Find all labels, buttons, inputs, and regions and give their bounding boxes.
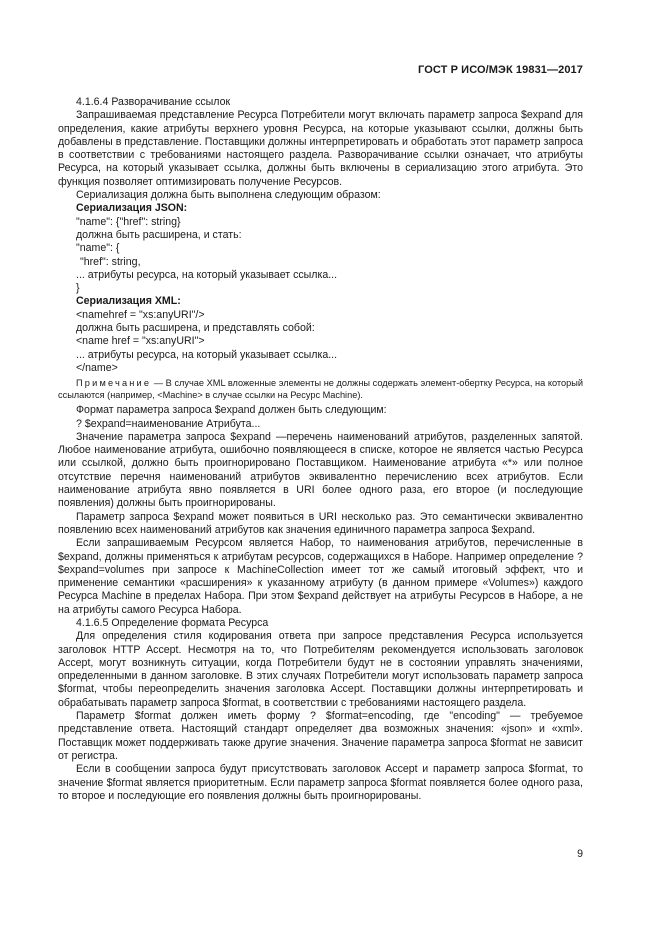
page-number: 9 xyxy=(577,848,583,860)
paragraph: Параметр запроса $expand может появиться в URI несколько раз. Это семантически эквивалентно появлению всех наименований атрибутов как значения единичного параметра запроса $expand. xyxy=(58,510,583,536)
paragraph: Если запрашиваемым Ресурсом является Набор, то наименования атрибутов, перечисленные в $expand, должны применяться к атрибутам ресурсов, содержащихся в Наборе. Например определение ? $expand=volumes при запросе к MachineCollection имеет тот же самый итоговый эффект, что и применение семантики «расширения» к указанному атрибуту (в данном примере «Volumes») каждого Ресурса Machine в пределах Набора. При этом $expand действует на атрибуты Ресурсов в Наборе, а не на атрибуты самого Ресурса Набора. xyxy=(58,537,583,616)
paragraph: 4.1.6.5 Определение формата Ресурса xyxy=(76,616,269,629)
paragraph: Запрашиваемая представление Ресурса Потребители могут включать параметр запроса $expand для определения, какие атрибуты верхнего уровня Ресурса, на которые указывают ссылки, должны быть добавлены в представление. Поставщики должны интерпретировать и обработать этот параметр запроса в соответствии с требованиями настоящего раздела. Разворачивание ссылки означает, что атрибуты Ресурса, на который указывает ссылка, должны быть включены в сериализацию этого атрибута. Это функция позволяет оптимизировать получение Ресурсов. xyxy=(58,109,583,188)
paragraph: Сериализация должна быть выполнена следующим образом: xyxy=(76,189,381,202)
paragraph: </name> xyxy=(76,361,118,374)
paragraph: Формат параметра запроса $expand должен быть следующим: xyxy=(76,404,387,417)
paragraph: Для определения стиля кодирования ответа при запросе представления Ресурса используется заголовок HTTP Accept. Несмотря на то, что Потребителям рекомендуется использовать заголовок Accept, могут возникнуть ситуации, когда Потребители будут не в состоянии управлять значениями, определенными в данном заголовке. В этих случаях Потребители могут использовать параметр запроса $format, чтобы переопределить значения заголовка Accept. Поставщики должны интерпретировать и обрабатывать параметр запроса $format, в соответствии с требованиями настоящего раздела. xyxy=(58,630,583,709)
paragraph: <name href = "xs:anyURI"> xyxy=(76,335,205,348)
paragraph: "href": string, xyxy=(80,255,141,268)
section-format xyxy=(58,404,583,803)
paragraph: } xyxy=(76,282,80,295)
paragraph: должна быть расширена, и представлять собой: xyxy=(76,322,315,335)
paragraph: Сериализация XML: xyxy=(76,295,181,308)
section-expand xyxy=(58,96,583,375)
paragraph: 4.1.6.4 Разворачивание ссылок xyxy=(76,96,231,108)
note-text: — В случае XML вложенные элементы не должны содержать элемент-обертку Ресурса, на который ссылаются (например, <Machine> в случае ссылки на Ресурс Machine). xyxy=(58,378,583,401)
paragraph: "name": {"href": string} xyxy=(76,215,181,228)
note xyxy=(58,377,583,401)
paragraph: ... атрибуты ресурса, на который указывает ссылка... xyxy=(76,268,338,281)
paragraph: Параметр $format должен иметь форму ? $format=encoding, где "encoding" — требуемое представление ответа. Настоящий стандарт определяет два возможных значения: «json» и «xml». Поставщик может поддерживать также другие значения. Значение параметра запроса $format не зависит от регистра. xyxy=(58,710,583,762)
paragraph: должна быть расширена, и стать: xyxy=(76,228,242,241)
document-body xyxy=(58,96,583,803)
paragraph: ... атрибуты ресурса, на который указывает ссылка... xyxy=(76,348,338,361)
paragraph: Сериализация JSON: xyxy=(76,202,188,215)
paragraph: <namehref = "xs:anyURI"/> xyxy=(76,308,205,321)
paragraph: Если в сообщении запроса будут присутствовать заголовок Accept и параметр запроса $format, то значение $format является приоритетным. Если параметр запроса $format появляется более одного раза, то второе и последующие его появления должны быть проигнорированы. xyxy=(58,763,583,802)
note-label: Примечание xyxy=(76,378,152,389)
document-header: ГОСТ Р ИСО/МЭК 19831—2017 xyxy=(418,64,583,76)
paragraph: "name": { xyxy=(76,242,120,255)
paragraph: Значение параметра запроса $expand —перечень наименований атрибутов, разделенных запятой. Любое наименование атрибута, ошибочно появляющееся в списке, которое не является частью Ресурса или ссылкой, должно быть проигнорировано Поставщиком. Наименование атрибута «*» или полное отсутствие перечня наименований атрибутов эквивалентно перечислению всех атрибутов. Если наименование атрибута явно появляется в URI более одного раза, его второе (и последующие появления) должны быть проигнорированы. xyxy=(58,430,583,510)
paragraph: ? $expand=наименование Атрибута... xyxy=(76,417,261,430)
